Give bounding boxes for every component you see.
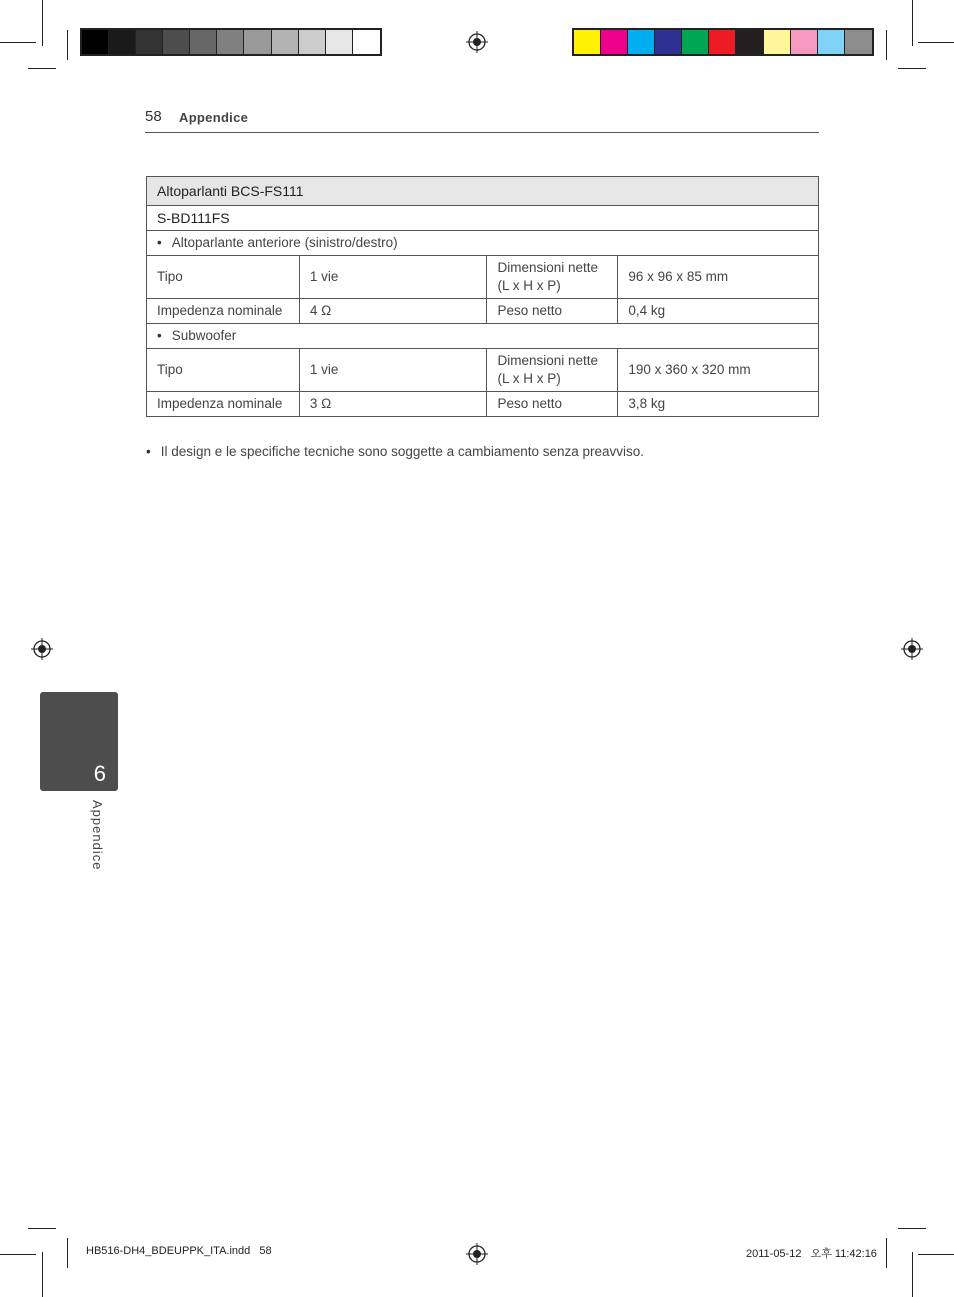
table-cell: 3,8 kg	[618, 392, 819, 417]
crop-mark	[898, 1228, 926, 1229]
color-swatch	[764, 30, 791, 54]
front-speaker-heading	[147, 231, 819, 256]
color-swatch	[682, 30, 709, 54]
spec-note	[146, 444, 644, 459]
chapter-tab	[40, 692, 118, 791]
table-row	[147, 392, 819, 417]
table-cell: 1 vie	[299, 256, 487, 299]
footer-filename: HB516-DH4_BDEUPPK_ITA.indd 58	[86, 1245, 272, 1257]
crop-mark	[28, 68, 56, 69]
table-row	[147, 349, 819, 392]
crop-mark	[42, 1252, 43, 1297]
crop-mark	[67, 1238, 68, 1268]
section-title: Appendice	[179, 110, 249, 125]
page-number: 58	[145, 108, 162, 125]
color-swatch	[82, 30, 109, 54]
table-cell: Impedenza nominale	[147, 392, 300, 417]
chapter-number: 6	[93, 761, 106, 786]
table-cell: Tipo	[147, 256, 300, 299]
color-swatch	[217, 30, 244, 54]
note-text: Il design e le specifiche tecniche sono soggette a cambiamento senza preavviso.	[160, 444, 645, 459]
front-speaker-label: Altoparlante anteriore (sinistro/destro)	[171, 235, 398, 250]
table-row	[147, 299, 819, 324]
color-swatch	[655, 30, 682, 54]
table-cell: 190 x 360 x 320 mm	[618, 349, 819, 392]
color-swatch	[574, 30, 601, 54]
table-row	[147, 324, 819, 349]
bullet-icon: •	[157, 328, 162, 343]
table-cell: 4 Ω	[299, 299, 487, 324]
color-swatch	[628, 30, 655, 54]
crop-mark	[886, 1238, 887, 1268]
table-cell: Dimensioni nette (L x H x P)	[487, 349, 618, 392]
registration-mark-icon	[466, 31, 488, 53]
color-swatch	[109, 30, 136, 54]
color-swatch	[163, 30, 190, 54]
color-swatch	[709, 30, 736, 54]
bullet-icon: •	[157, 235, 162, 250]
table-cell: Peso netto	[487, 299, 618, 324]
table-cell: Dimensioni nette (L x H x P)	[487, 256, 618, 299]
color-swatch	[353, 30, 380, 54]
color-swatch	[136, 30, 163, 54]
crop-mark	[898, 68, 926, 69]
table-row	[147, 256, 819, 299]
color-swatch	[244, 30, 271, 54]
header-rule	[145, 132, 819, 133]
table-row	[147, 206, 819, 231]
color-swatch	[845, 30, 872, 54]
table-cell: Tipo	[147, 349, 300, 392]
chapter-label: Appendice	[90, 800, 105, 871]
crop-mark	[0, 1254, 36, 1255]
crop-mark	[918, 42, 954, 43]
crop-mark	[912, 1252, 913, 1297]
color-swatch	[190, 30, 217, 54]
crop-mark	[912, 0, 913, 46]
table-cell: 0,4 kg	[618, 299, 819, 324]
subwoofer-heading	[147, 324, 819, 349]
bullet-icon: •	[146, 444, 151, 459]
crop-mark	[42, 0, 43, 46]
table-cell: Peso netto	[487, 392, 618, 417]
color-swatch	[791, 30, 818, 54]
crop-mark	[28, 1228, 56, 1229]
crop-mark	[918, 1254, 954, 1255]
table-title: Altoparlanti BCS-FS111	[147, 177, 819, 206]
table-row	[147, 177, 819, 206]
table-cell: 96 x 96 x 85 mm	[618, 256, 819, 299]
registration-mark-icon	[901, 638, 923, 660]
color-swatch	[601, 30, 628, 54]
footer-datetime: 2011-05-12 오후 11:42:16	[746, 1248, 877, 1260]
speaker-spec-table	[146, 176, 819, 417]
color-swatch	[299, 30, 326, 54]
table-cell: 3 Ω	[299, 392, 487, 417]
registration-mark-icon	[466, 1243, 488, 1265]
registration-mark-icon	[31, 638, 53, 660]
cmyk-color-bar	[572, 28, 874, 56]
color-swatch	[818, 30, 845, 54]
crop-mark	[67, 30, 68, 60]
color-swatch	[326, 30, 353, 54]
color-swatch	[272, 30, 299, 54]
table-cell: 1 vie	[299, 349, 487, 392]
color-swatch	[736, 30, 763, 54]
grayscale-color-bar	[80, 28, 382, 56]
crop-mark	[0, 42, 36, 43]
table-cell: Impedenza nominale	[147, 299, 300, 324]
model-name: S-BD111FS	[147, 206, 819, 231]
subwoofer-label: Subwoofer	[171, 328, 237, 343]
table-row	[147, 231, 819, 256]
crop-mark	[886, 30, 887, 60]
